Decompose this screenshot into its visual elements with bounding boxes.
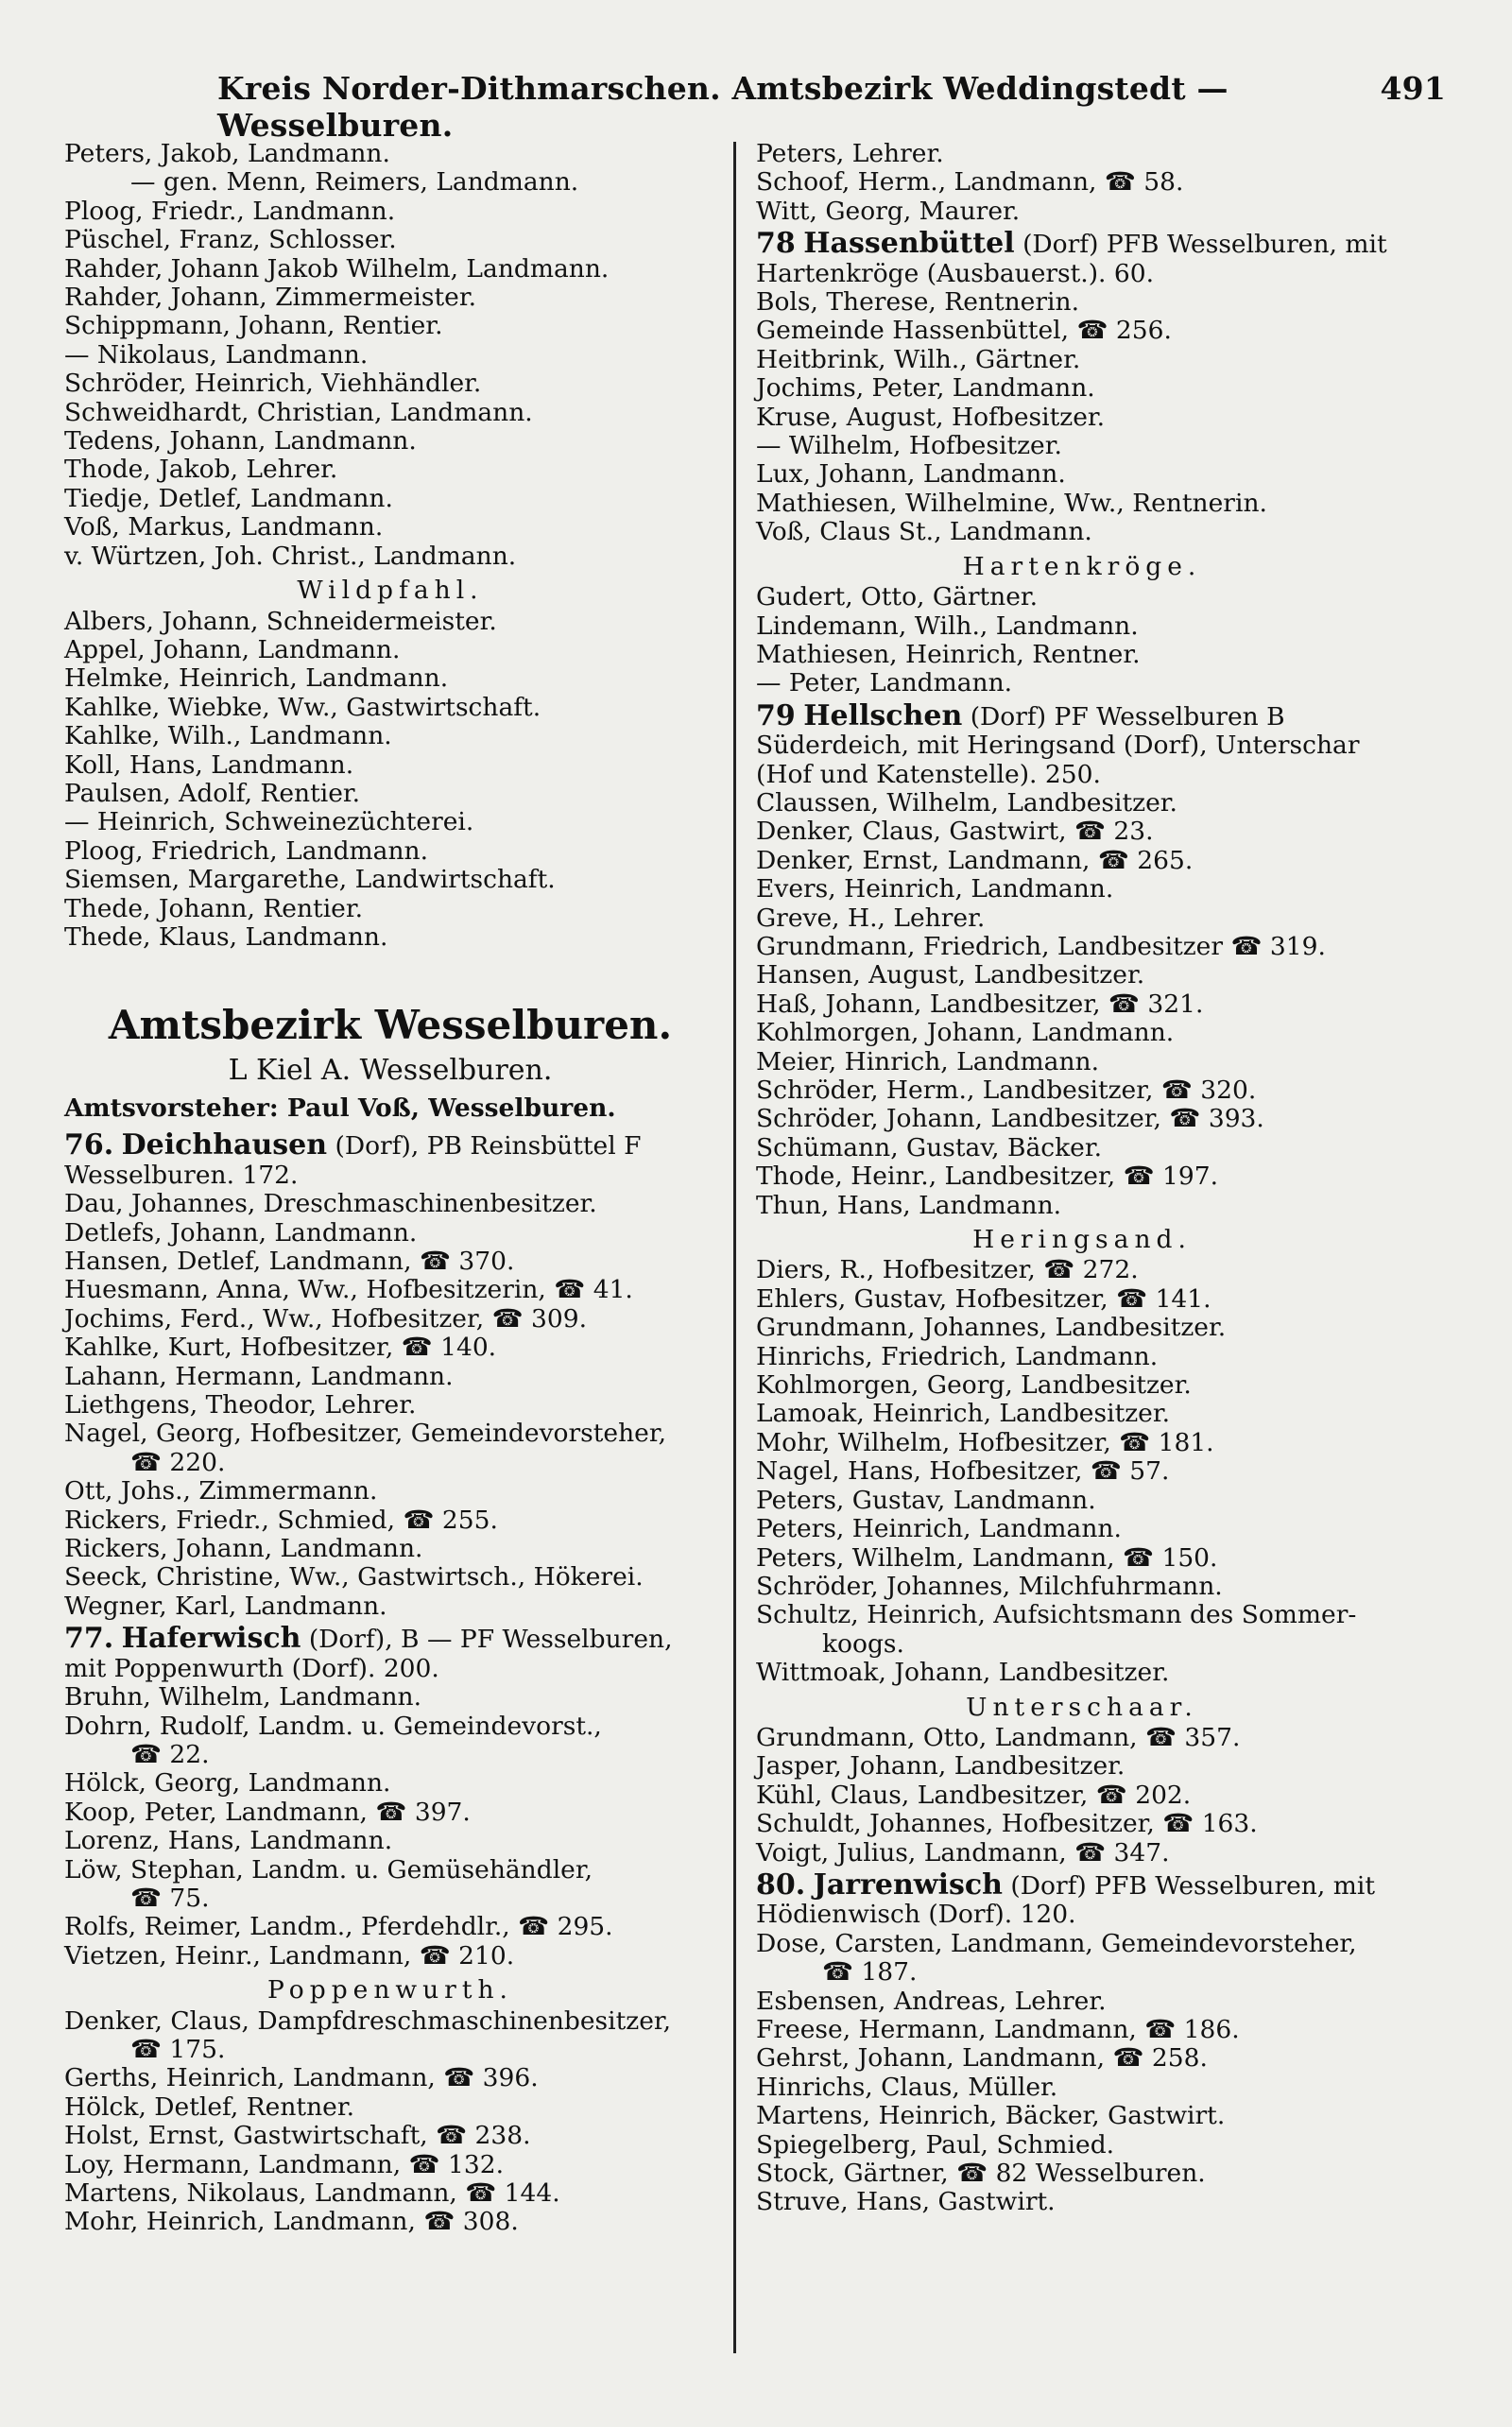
list-item: Gehrst, Johann, Landmann, ☎ 258. [756, 2043, 1208, 2074]
list-item: Ploog, Friedrich, Landmann. [64, 835, 429, 866]
list-item: Grundmann, Otto, Landmann, ☎ 357. [756, 1722, 1241, 1752]
list-item: Kahlke, Kurt, Hofbesitzer, ☎ 140. [64, 1333, 497, 1363]
list-item: Appel, Johann, Landmann. [64, 634, 401, 664]
list-item: Liethgens, Theodor, Lehrer. [64, 1390, 417, 1420]
list-item: Dau, Johannes, Dreschmaschinenbesitzer. [64, 1189, 597, 1219]
list-item: Schröder, Johann, Landbesitzer, ☎ 393. [756, 1104, 1264, 1134]
list-item: Meier, Hinrich, Landmann. [756, 1046, 1100, 1076]
list-item: Nagel, Georg, Hofbesitzer, Gemeindevorsteher, [64, 1419, 667, 1449]
list-item: Diers, R., Hofbesitzer, ☎ 272. [756, 1255, 1139, 1285]
list-item: ☎ 175. [130, 2034, 226, 2064]
list-item: Hinrichs, Claus, Müller. [756, 2072, 1058, 2102]
list-item: ☎ 22. [130, 1739, 210, 1769]
list-item: Thede, Klaus, Landmann. [64, 921, 388, 952]
list-item: Esbensen, Andreas, Lehrer. [756, 1986, 1107, 2016]
list-item: Kruse, August, Hofbesitzer. [756, 402, 1106, 432]
list-item: — Nikolaus, Landmann. [64, 339, 369, 370]
page-number: 491 [1380, 70, 1446, 107]
list-item: Gemeinde Hassenbüttel, ☎ 256. [756, 316, 1172, 346]
place-number: 78 [756, 227, 796, 261]
place-description: (Dorf) PFB Wesselburen, mit Hartenkröge (Ausbauerst.). 60. [756, 230, 1387, 288]
list-item: Gerths, Heinrich, Landmann, ☎ 396. [64, 2063, 539, 2093]
list-item: Schröder, Heinrich, Viehhändler. [64, 369, 482, 399]
list-item: Vietzen, Heinr., Landmann, ☎ 210. [64, 1940, 515, 1971]
place-description: (Dorf) PF Wesselburen B Süderdeich, mit Heringsand (Dorf), Unterschar (Hof und Katenstelle). 250. [756, 701, 1360, 789]
list-heringsand [756, 1256, 1408, 1687]
list-item: Lahann, Hermann, Landmann. [64, 1361, 454, 1391]
list-unterschaar [756, 1724, 1408, 1868]
section-heading-unterschaar: Unterschaar. [966, 1692, 1198, 1722]
list-item: — Wilhelm, Hofbesitzer. [756, 431, 1062, 461]
list-item: Koll, Hans, Landmann. [64, 749, 354, 780]
list-item: Lux, Johann, Landmann. [756, 459, 1066, 490]
list-item: Holst, Ernst, Gastwirtschaft, ☎ 238. [64, 2121, 531, 2151]
section-heading-poppenwurth: Poppenwurth. [267, 1975, 513, 2005]
list-item: Peters, Lehrer. [756, 139, 944, 168]
list-item: Schröder, Herm., Landbesitzer, ☎ 320. [756, 1076, 1257, 1105]
list-item: Seeck, Christine, Ww., Gastwirtsch., Hökerei. [64, 1562, 644, 1592]
list-item: Schippmann, Johann, Rentier. [64, 311, 443, 341]
list-item: Jochims, Ferd., Ww., Hofbesitzer, ☎ 309. [64, 1303, 588, 1334]
place-name: Deichhausen [121, 1128, 328, 1162]
list-item: Voß, Claus St., Landmann. [756, 517, 1092, 547]
list-item: Hölck, Detlef, Rentner. [64, 2091, 355, 2122]
list-item: Rickers, Friedr., Schmied, ☎ 255. [64, 1505, 498, 1535]
list-item: v. Würtzen, Joh. Christ., Landmann. [64, 541, 517, 571]
list-hellschen [756, 789, 1408, 1220]
place-number: 79 [756, 698, 796, 732]
list-item: Peters, Heinrich, Landmann. [756, 1514, 1122, 1544]
list-item: Schümann, Gustav, Bäcker. [756, 1132, 1103, 1162]
list-item: — gen. Menn, Reimers, Landmann. [130, 167, 579, 198]
list-item: Huesmann, Anna, Ww., Hofbesitzerin, ☎ 41. [64, 1275, 633, 1305]
list-item: Hinrichs, Friedrich, Landmann. [756, 1341, 1159, 1371]
list-item: Nagel, Hans, Hofbesitzer, ☎ 57. [756, 1456, 1170, 1487]
list-hassenbuettel [756, 288, 1408, 547]
right-column [756, 140, 1408, 2217]
place-name: Hassenbüttel [803, 227, 1015, 261]
list-item: Rahder, Johann, Zimmermeister. [64, 283, 476, 313]
list-item: Lamoak, Heinrich, Landbesitzer. [756, 1399, 1171, 1429]
list-item: Schröder, Johannes, Milchfuhrmann. [756, 1571, 1223, 1601]
list-item: Bols, Therese, Rentnerin. [756, 287, 1079, 318]
list-item: Mohr, Heinrich, Landmann, ☎ 308. [64, 2207, 519, 2237]
list-item: Tedens, Johann, Landmann. [64, 426, 417, 456]
list-item: Schuldt, Johannes, Hofbesitzer, ☎ 163. [756, 1809, 1258, 1839]
list-item: Struve, Hans, Gastwirt. [756, 2187, 1056, 2217]
list-haferwisch [64, 1683, 716, 1971]
list-item: ☎ 220. [130, 1447, 226, 1477]
list-item: Stock, Gärtner, ☎ 82 Wesselburen. [756, 2159, 1206, 2189]
page-title: Kreis Norder-Dithmarschen. Amtsbezirk Weddingstedt — Wesselburen. [217, 70, 1228, 144]
list-item: Freese, Hermann, Landmann, ☎ 186. [756, 2015, 1240, 2044]
list-item: Hansen, August, Landbesitzer. [756, 960, 1145, 990]
list-item: ☎ 187. [822, 1957, 918, 1988]
list-item: Peters, Gustav, Landmann. [756, 1485, 1096, 1515]
section-heading-hartenkroege: Hartenkröge. [962, 551, 1202, 581]
place-name: Haferwisch [121, 1622, 301, 1656]
list-item: Ehlers, Gustav, Hofbesitzer, ☎ 141. [756, 1283, 1211, 1314]
list-item: Rickers, Johann, Landmann. [64, 1534, 423, 1564]
list-item: Dose, Carsten, Landmann, Gemeindevorsteher, [756, 1928, 1357, 1958]
list-item: Paulsen, Adolf, Rentier. [64, 778, 361, 808]
list-item: Martens, Heinrich, Bäcker, Gastwirt. [756, 2101, 1226, 2131]
place-entry-76 [64, 1128, 716, 1190]
list-item: Gudert, Otto, Gärtner. [756, 582, 1039, 612]
page-header [66, 70, 1446, 144]
list-item: Hansen, Detlef, Landmann, ☎ 370. [64, 1247, 515, 1276]
list-hartenkroege [756, 583, 1408, 698]
list-item: Thun, Hans, Landmann. [756, 1190, 1062, 1220]
section-heading-wildpfahl: Wildpfahl. [297, 576, 484, 606]
list-jarrenwisch [756, 1930, 1408, 2217]
place-number: 77. [64, 1622, 114, 1656]
list-item: Schultz, Heinrich, Aufsichtsmann des Sommer- [756, 1600, 1357, 1630]
place-name: Jarrenwisch [813, 1868, 1003, 1902]
list-right-top [756, 140, 1408, 226]
list-item: Lorenz, Hans, Landmann. [64, 1826, 393, 1856]
list-item: Grundmann, Johannes, Landbesitzer. [756, 1313, 1227, 1343]
list-item: Thede, Johann, Rentier. [64, 893, 364, 923]
place-entry-77 [64, 1622, 716, 1683]
list-item: Mathiesen, Heinrich, Rentner. [756, 639, 1141, 669]
list-item: ☎ 75. [130, 1883, 210, 1913]
list-item: Rahder, Johann Jakob Wilhelm, Landmann. [64, 253, 610, 284]
list-item: Peters, Wilhelm, Landmann, ☎ 150. [756, 1542, 1218, 1573]
list-item: Denker, Ernst, Landmann, ☎ 265. [756, 845, 1194, 875]
district-heading: Amtsbezirk Wesselburen. [108, 1002, 673, 1049]
place-description: (Dorf), B — PF Wesselburen, mit Poppenwurth (Dorf). 200. [64, 1625, 673, 1683]
place-entry-80 [756, 1868, 1408, 1930]
place-entry-79 [756, 698, 1408, 789]
list-item: Haß, Johann, Landbesitzer, ☎ 321. [756, 989, 1204, 1019]
list-item: Tiedje, Detlef, Landmann. [64, 483, 393, 513]
list-item: Denker, Claus, Gastwirt, ☎ 23. [756, 817, 1154, 847]
list-item: Thode, Heinr., Landbesitzer, ☎ 197. [756, 1162, 1219, 1192]
list-wildpfahl [64, 608, 716, 953]
section-heading-heringsand: Heringsand. [972, 1225, 1192, 1255]
list-item: Koop, Peter, Landmann, ☎ 397. [64, 1797, 471, 1827]
list-item: Voß, Markus, Landmann. [64, 512, 384, 542]
place-number: 76. [64, 1128, 114, 1162]
list-item: Mohr, Wilhelm, Hofbesitzer, ☎ 181. [756, 1427, 1214, 1457]
list-item: Grundmann, Friedrich, Landbesitzer ☎ 319. [756, 931, 1326, 961]
list-item: Claussen, Wilhelm, Landbesitzer. [756, 787, 1177, 818]
list-deichhausen [64, 1190, 716, 1621]
list-item: Kohlmorgen, Johann, Landmann. [756, 1018, 1175, 1048]
list-item: Schweidhardt, Christian, Landmann. [64, 397, 533, 427]
list-item: Voigt, Julius, Landmann, ☎ 347. [756, 1837, 1170, 1868]
list-poppenwurth [64, 2007, 716, 2237]
list-item: Albers, Johann, Schneidermeister. [64, 606, 497, 636]
column-divider [733, 142, 736, 2353]
list-item: Loy, Hermann, Landmann, ☎ 132. [64, 2149, 504, 2179]
list-item: Kahlke, Wilh., Landmann. [64, 721, 392, 751]
list-item: Mathiesen, Wilhelmine, Ww., Rentnerin. [756, 488, 1267, 518]
list-item: Peters, Jakob, Landmann. [64, 139, 390, 168]
list-item: Kühl, Claus, Landbesitzer, ☎ 202. [756, 1780, 1192, 1810]
place-description: (Dorf), PB Reinsbüttel F Wesselburen. 172. [64, 1131, 642, 1190]
list-item: Hölck, Georg, Landmann. [64, 1768, 391, 1799]
list-item: koogs. [822, 1628, 904, 1659]
list-item: Ploog, Friedr., Landmann. [64, 196, 396, 226]
list-item: Detlefs, Johann, Landmann. [64, 1217, 418, 1248]
list-item: Püschel, Franz, Schlosser. [64, 225, 397, 255]
list-item: Löw, Stephan, Landm. u. Gemüsehändler, [64, 1854, 593, 1885]
list-item: — Peter, Landmann. [756, 668, 1013, 698]
list-item: Witt, Georg, Maurer. [756, 196, 1021, 226]
list-item: Thode, Jakob, Lehrer. [64, 455, 338, 485]
list-item: Ott, Johs., Zimmermann. [64, 1476, 378, 1506]
list-item: Denker, Claus, Dampfdreschmaschinenbesitzer, [64, 2005, 672, 2036]
list-item: Siemsen, Margarethe, Landwirtschaft. [64, 865, 556, 895]
place-name: Hellschen [803, 698, 963, 732]
list-item: Martens, Nikolaus, Landmann, ☎ 144. [64, 2178, 560, 2208]
place-description: (Dorf) PFB Wesselburen, mit Hödienwisch (Dorf). 120. [756, 1870, 1375, 1930]
list-item: Spiegelberg, Paul, Schmied. [756, 2129, 1115, 2160]
list-item: Bruhn, Wilhelm, Landmann. [64, 1682, 422, 1713]
list-item: — Heinrich, Schweinezüchterei. [64, 807, 474, 837]
list-item: Helmke, Heinrich, Landmann. [64, 663, 449, 694]
list-item: Jasper, Johann, Landbesitzer. [756, 1751, 1125, 1782]
list-item: Greve, H., Lehrer. [756, 903, 986, 933]
list-item: Dohrn, Rudolf, Landm. u. Gemeindevorst., [64, 1711, 602, 1741]
list-item: Kohlmorgen, Georg, Landbesitzer. [756, 1370, 1192, 1401]
list-item: Heitbrink, Wilh., Gärtner. [756, 344, 1081, 374]
list-item: Wegner, Karl, Landmann. [64, 1591, 387, 1621]
list-item: Jochims, Peter, Landmann. [756, 373, 1095, 404]
list-item: Lindemann, Wilh., Landmann. [756, 611, 1139, 641]
list-item: Schoof, Herm., Landmann, ☎ 58. [756, 167, 1184, 198]
list-item: Wittmoak, Johann, Landbesitzer. [756, 1658, 1170, 1688]
list-left-top [64, 140, 716, 571]
place-entry-78 [756, 227, 1408, 288]
list-item: Evers, Heinrich, Landmann. [756, 874, 1114, 904]
list-item: Rolfs, Reimer, Landm., Pferdehdlr., ☎ 295. [64, 1912, 613, 1942]
left-column [64, 140, 716, 2237]
list-item: Kahlke, Wiebke, Ww., Gastwirtschaft. [64, 692, 541, 722]
district-vorsteher: Amtsvorsteher: Paul Voß, Wesselburen. [64, 1093, 616, 1124]
place-number: 80. [756, 1868, 806, 1902]
district-subheading: L Kiel A. Wesselburen. [228, 1054, 553, 1088]
